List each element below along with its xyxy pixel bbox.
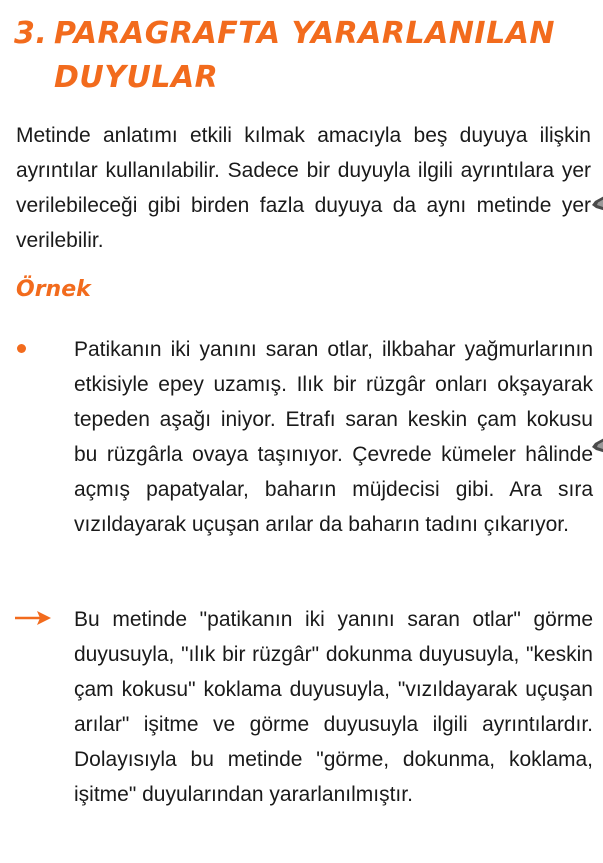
- example-paragraph: Patikanın iki yanını saran otlar, ilkbahar yağmurlarının etkisiyle epey uzamış. Ilık bir rüzgâr onları okşayarak tepeden aşağı iniyor. Etrafı saran keskin çam kokusu bu rüzgârla ovaya taşınıyor. Çevrede kümeler hâlinde açmış papatyalar, baharın müjdecisi gibi. Ara sıra vızıldayarak uçuşan arılar da baharın tadını çıkarıyor.: [74, 338, 593, 536]
- section-heading: [14, 12, 574, 100]
- page-edge-marker-icon: [592, 437, 603, 453]
- section-title-line2: DUYULAR: [54, 60, 219, 95]
- example-heading: Örnek: [16, 277, 91, 302]
- bullet-dot-icon: [17, 344, 26, 353]
- intro-paragraph: Metinde anlatımı etkili kılmak amacıyla beş duyuya ilişkin ayrıntılar kullanılabilir. Sadece bir duyuyla ilgili ayrıntılara yer verilebileceği gibi birden fazla duyuya da aynı metinde yer verilebilir.: [16, 124, 591, 252]
- section-title-line1: PARAGRAFTA YARARLANILAN: [54, 16, 556, 51]
- page-edge-marker-icon: [592, 195, 603, 211]
- section-number: 3.: [14, 16, 48, 51]
- arrow-right-icon: [13, 608, 53, 628]
- explanation-paragraph: Bu metinde "patikanın iki yanını saran otlar" görme duyusuyla, "ılık bir rüzgâr" dokunma duyusuyla, "keskin çam kokusu" koklama duyusuyla, "vızıldayarak uçuşan arılar" işitme ve görme duyusuyla ilgili ayrıntılardır. Dolayısıyla bu metinde "görme, dokunma, koklama, işitme" duyularından yararlanılmıştır.: [74, 608, 593, 806]
